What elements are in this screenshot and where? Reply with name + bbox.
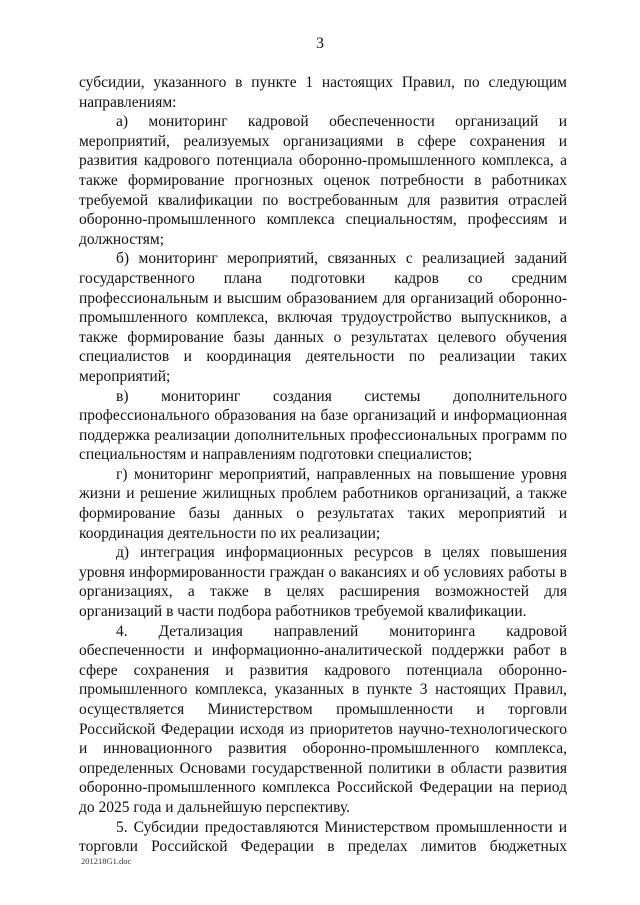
page-number: 3 (316, 35, 324, 52)
paragraph-item-v: в) мониторинг создания системы дополнительного профессионального образования на базе организаций и информационная поддержка реализации дополнительных профессиональных программ по специальностям и направлениям подготовки специалистов; (79, 387, 567, 464)
paragraph-clause-4: 4. Детализация направлений мониторинга кадровой обеспеченности и информационно-аналитической поддержки работ в сфере сохранения и развития кадрового потенциала оборонно-промышленного комплекса, указанных в пункте 3 настоящих Правил, осуществляется Министерством промышленности и торговли Российской Федерации исходя из приоритетов научно-технологического и инновационного развития оборонно-промышленного комплекса, определенных Основами государственной политики в области развития оборонно-промышленного комплекса Российской Федерации на период до 2025 года и дальнейшую перспективу. (79, 622, 567, 816)
paragraph-item-d: д) интеграция информационных ресурсов в целях повышения уровня информированности граждан о вакансиях и об условиях работы в организациях, а также в целях расширения возможностей для организаций в части подбора работников требуемой квалификации. (79, 544, 567, 621)
paragraph-item-g: г) мониторинг мероприятий, направленных на повышение уровня жизни и решение жилищных проблем работников организаций, а также формирование базы данных о результатах таких мероприятий и координация деятельности по их реализации; (79, 465, 567, 542)
document-body (79, 73, 567, 857)
footer-filename: 201218G1.doc (81, 856, 132, 866)
paragraph-item-b: б) мониторинг мероприятий, связанных с реализацией заданий государственного плана подготовки кадров со средним профессиональным и высшим образованием для организаций оборонно-промышленного комплекса, включая трудоустройство выпускников, а также формирование базы данных о результатах целевого обучения специалистов и координация деятельности по реализации таких мероприятий; (79, 250, 567, 385)
paragraph-clause-5: 5. Субсидии предоставляются Министерством промышленности и торговли Российской Федерации в пределах лимитов бюджетных (79, 818, 567, 856)
paragraph-intro: субсидии, указанного в пункте 1 настоящих Правил, по следующим направлениям: (79, 74, 567, 111)
paragraph-item-a: а) мониторинг кадровой обеспеченности организаций и мероприятий, реализуемых организациями в сфере сохранения и развития кадрового потенциала оборонно-промышленного комплекса, а также формирование прогнозных оценок потребности в работниках требуемой квалификации по востребованным для развития отраслей оборонно-промышленного комплекса специальностям, профессиям и должностям; (79, 113, 567, 248)
